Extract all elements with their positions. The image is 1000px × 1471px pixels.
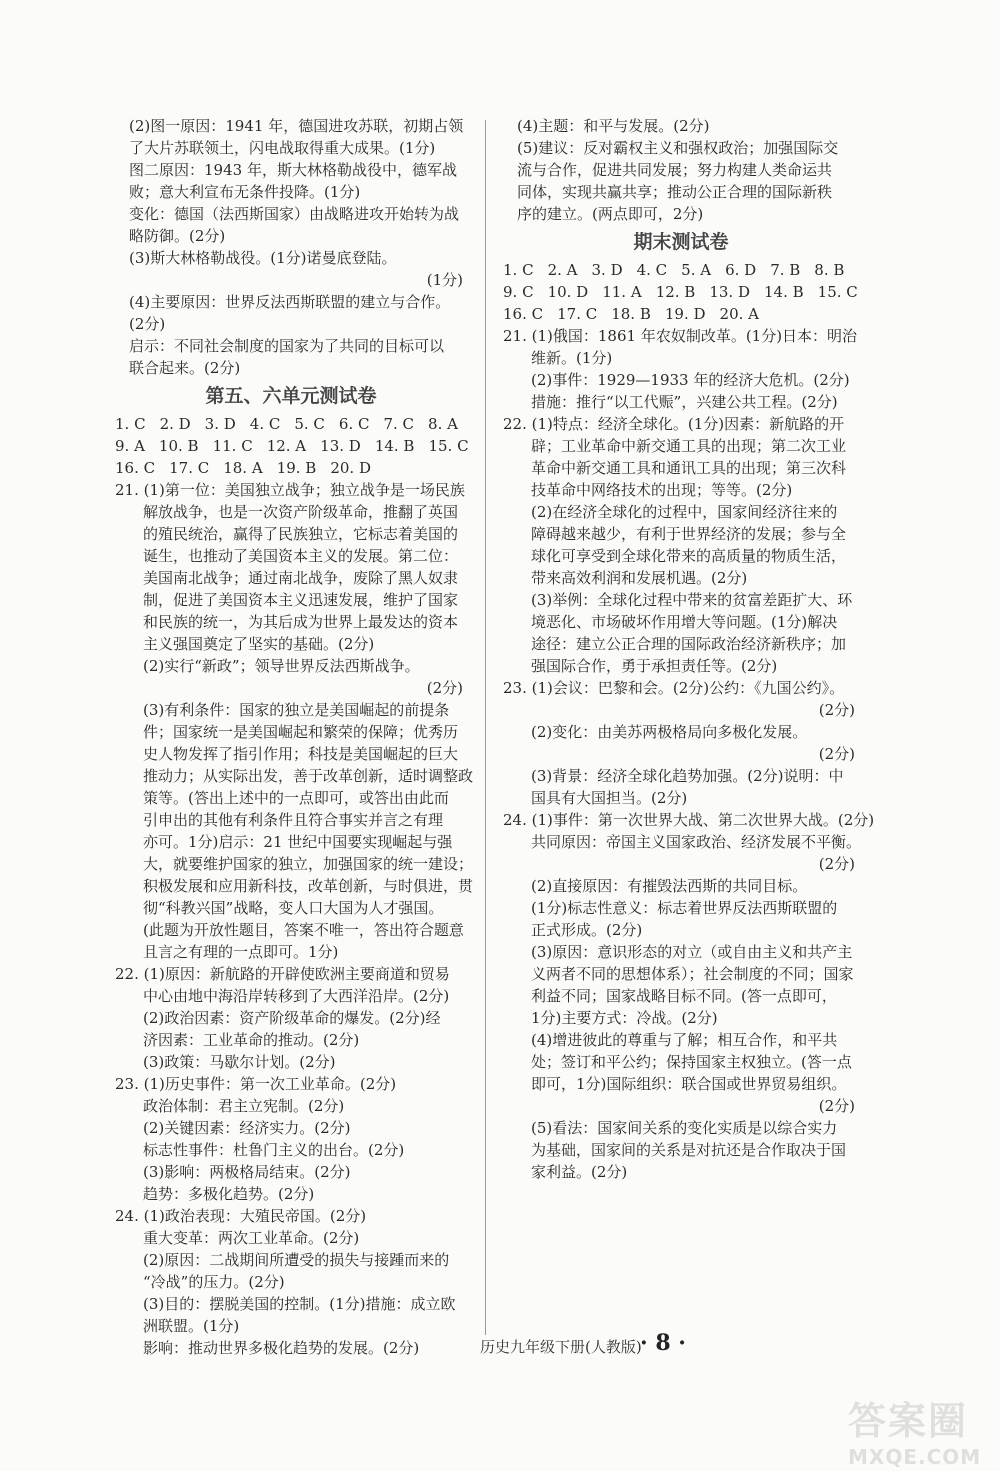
text-line: (3)原因：意识形态的对立（或自由主义和共产主 (531, 943, 853, 961)
section-heading: 第五、六单元测试卷 (205, 385, 377, 407)
text-line: 21. (1)第一位：美国独立战争；独立战争是一场民族 (115, 481, 465, 499)
mc-answers-row (503, 303, 859, 325)
mc-answer: 16. C (503, 305, 544, 323)
mc-answer: 20. D (330, 459, 371, 477)
text-line: 家利益。(2分) (531, 1163, 628, 1181)
text-line: 障碍越来越少，有利于世界经济的发展；参与全 (531, 525, 847, 543)
text-line: 21. (1)俄国：1861 年农奴制改革。(1分)日本：明治 (503, 327, 858, 345)
mc-answer: 6. C (338, 415, 370, 433)
text-line: 且言之有理的一点即可。1分) (143, 943, 339, 961)
right-column (503, 115, 875, 1183)
mc-answer: 19. D (664, 305, 706, 323)
text-line: 1分)主要方式：冷战。(2分) (531, 1009, 718, 1027)
mc-answers-row (115, 413, 467, 435)
text-line: 洲联盟。(1分) (143, 1317, 240, 1335)
mc-answer: 13. D (320, 437, 361, 455)
text-line: 彻“科教兴国”战略，变人口大国为人才强国。 (143, 899, 444, 917)
mc-answers-row (503, 259, 859, 281)
text-line: 革命中新交通工具和通讯工具的出现；第三次科 (531, 459, 847, 477)
text-line: (2)事件：1929—1933 年的经济大危机。(2分) (531, 371, 850, 389)
text-line: (3)目的：摆脱美国的控制。(1分)措施：成立欧 (143, 1295, 456, 1313)
text-line: (3)政策：马歇尔计划。(2分) (143, 1053, 336, 1071)
text-line: (5)建议：反对霸权主义和强权政治；加强国际交 (517, 139, 839, 157)
mc-answers-row (503, 281, 859, 303)
text-line: 途径：建立公正合理的国际政治经济新秩序；加 (531, 635, 847, 653)
text-line: (2)政治因素：资产阶级革命的爆发。(2分)经 (143, 1009, 441, 1027)
mc-answer: 17. C (169, 459, 210, 477)
text-line: 同体，实现共赢共享；推动公正合理的国际新秩 (517, 183, 833, 201)
text-line: 了大片苏联领土，闪电战取得重大成果。(1分) (129, 139, 436, 157)
text-line: (2分) (818, 1097, 855, 1115)
text-line: 史人物发挥了指引作用；科技是美国崛起的巨大 (143, 745, 459, 763)
text-line: 23. (1)历史事件：第一次工业革命。(2分) (115, 1075, 397, 1093)
text-line: 措施：推行“以工代赈”，兴建公共工程。(2分) (531, 393, 838, 411)
watermark-text: 答案圈 (848, 1399, 969, 1443)
page-number: · 8 · (640, 1330, 686, 1356)
mc-answer: 8. A (428, 415, 458, 433)
text-line: 制，促进了美国资本主义迅速发展，维护了国家 (143, 591, 459, 609)
text-line: 主义强国奠定了坚实的基础。(2分) (143, 635, 375, 653)
footer-book-title: 历史九年级下册(人教版) (480, 1338, 642, 1356)
text-line: 件；国家统一是美国崛起和繁荣的保障；优秀历 (143, 723, 459, 741)
column-divider (485, 120, 486, 1335)
text-line: 为基础，国家间的关系是对抗还是合作取决于国 (531, 1141, 847, 1159)
text-line: 亦可。1分)启示：21 世纪中国要实现崛起与强 (143, 833, 453, 851)
text-line: (1分)标志性意义：标志着世界反法西斯联盟的 (531, 899, 838, 917)
text-line: 辟；工业革命中新交通工具的出现；第二次工业 (531, 437, 847, 455)
mc-answer: 18. A (223, 459, 263, 477)
text-line: 23. (1)会议：巴黎和会。(2分)公约：《九国公约》。 (503, 679, 845, 697)
mc-answer: 19. B (276, 459, 317, 477)
text-line: (1分) (426, 271, 463, 289)
mc-answer: 10. B (158, 437, 199, 455)
mc-answer: 12. A (266, 437, 307, 455)
mc-answer: 2. D (159, 415, 191, 433)
text-line: 技革命中网络技术的出现；等等。(2分) (531, 481, 793, 499)
text-line: 策等。(答出上述中的一点即可，或答出由此而 (143, 789, 449, 807)
text-line: (3)有利条件：国家的独立是美国崛起的前提条 (143, 701, 450, 719)
mc-answer: 10. D (547, 283, 589, 301)
mc-answer: 9. A (115, 437, 145, 455)
text-line: (4)增进彼此的尊重与了解；相互合作，和平共 (531, 1031, 838, 1049)
text-line: (2)直接原因：有摧毁法西斯的共同目标。 (531, 877, 808, 895)
text-line: 积极发展和应用新科技，改革创新，与时俱进，贯 (143, 877, 474, 895)
mc-answer: 15. C (428, 437, 469, 455)
text-line: 诞生，也推动了美国资本主义的发展。第二位： (143, 547, 459, 565)
text-line: 带来高效利润和发展机遇。(2分) (531, 569, 748, 587)
text-line: 济因素：工业革命的推动。(2分) (143, 1031, 360, 1049)
text-line: 中心由地中海沿岸转移到了大西洋沿岸。(2分) (143, 987, 450, 1005)
mc-answer: 4. C (636, 261, 668, 279)
text-line: 引申出的其他有利条件且符合事实并言之有理 (143, 811, 444, 829)
mc-answer: 2. A (547, 261, 578, 279)
text-line: (3)斯大林格勒战役。(1分)诺曼底登陆。 (129, 249, 397, 267)
text-line: 推动力；从实际出发，善于改革创新，适时调整政 (143, 767, 474, 785)
mc-answer: 3. D (204, 415, 236, 433)
mc-answer: 14. B (764, 283, 804, 301)
text-line: 国具有大国担当。(2分) (531, 789, 688, 807)
text-line: (此题为开放性题目，答案不唯一，答出符合题意 (143, 921, 464, 939)
text-line: 趋势：多极化趋势。(2分) (143, 1185, 315, 1203)
mc-answer: 3. D (591, 261, 623, 279)
text-line: (2分) (818, 745, 855, 763)
text-line: 义两者不同的思想体系）；社会制度的不同；国家 (531, 965, 854, 983)
text-line: 共同原因：帝国主义国家政治、经济发展不平衡。 (531, 833, 862, 851)
mc-answer: 12. B (655, 283, 696, 301)
mc-answer: 6. D (725, 261, 757, 279)
text-line: (2分) (818, 855, 855, 873)
mc-answers-row (115, 435, 467, 457)
text-line: 正式形成。(2分) (531, 921, 643, 939)
text-line: 启示：不同社会制度的国家为了共同的目标可以 (129, 337, 445, 355)
text-line: 球化可享受到全球化带来的高质量的物质生活， (531, 547, 847, 565)
text-line: “冷战”的压力。(2分) (143, 1273, 285, 1291)
text-line: 大，就要维护国家的独立，加强国家的统一建设； (143, 855, 474, 873)
mc-answer: 20. A (719, 305, 759, 323)
text-line: 和民族的统一，为其后成为世界上最发达的资本 (143, 613, 459, 631)
mc-answer: 5. C (294, 415, 325, 433)
text-line: 22. (1)特点：经济全球化。(1分)因素：新航路的开 (503, 415, 845, 433)
mc-answer: 4. C (249, 415, 281, 433)
text-line: 变化：德国（法西斯国家）由战略进攻开始转为战 (129, 205, 460, 223)
text-line: (3)影响：两极格局结束。(2分) (143, 1163, 351, 1181)
text-line: (2)实行“新政”；领导世界反法西斯战争。 (143, 657, 420, 675)
mc-answers-row (115, 457, 467, 479)
mc-answer: 7. B (770, 261, 801, 279)
text-line: 强国际合作，勇于承担责任等。(2分) (531, 657, 778, 675)
mc-answer: 9. C (503, 283, 534, 301)
text-line: 序的建立。(两点即可，2分) (517, 205, 704, 223)
text-line: 败；意大利宣布无条件投降。(1分) (129, 183, 361, 201)
text-line: 政治体制：君主立宪制。(2分) (143, 1097, 345, 1115)
mc-answer: 5. A (681, 261, 712, 279)
text-line: (2)变化：由美苏两极格局向多极化发展。 (531, 723, 808, 741)
text-line: (2)图一原因：1941 年，德国进攻苏联，初期占领 (129, 117, 464, 135)
text-line: (2)关键因素：经济实力。(2分) (143, 1119, 351, 1137)
mc-answer: 15. C (817, 283, 858, 301)
text-line: (2分) (129, 315, 166, 333)
text-line: 24. (1)政治表现：大殖民帝国。(2分) (115, 1207, 367, 1225)
mc-answer: 1. C (115, 415, 146, 433)
text-line: 境恶化、市场破坏作用增大等问题。(1分)解决 (531, 613, 838, 631)
text-line: 重大变革：两次工业革命。(2分) (143, 1229, 360, 1247)
mc-answer: 17. C (557, 305, 598, 323)
text-line: 标志性事件：杜鲁门主义的出台。(2分) (143, 1141, 405, 1159)
text-line: 维新。(1分) (531, 349, 613, 367)
mc-answer: 16. C (115, 459, 156, 477)
text-line: (3)举例：全球化过程中带来的贫富差距扩大、环 (531, 591, 853, 609)
mc-answer: 1. C (503, 261, 534, 279)
text-line: 美国南北战争；通过南北战争，废除了黑人奴隶 (143, 569, 459, 587)
mc-answer: 14. B (374, 437, 415, 455)
text-line: 解放战争，也是一次资产阶级革命，推翻了英国 (143, 503, 459, 521)
text-line: (5)看法：国家间关系的变化实质是以综合实力 (531, 1119, 838, 1137)
mc-answer: 18. B (611, 305, 651, 323)
text-line: (4)主题：和平与发展。(2分) (517, 117, 710, 135)
text-line: (3)背景：经济全球化趋势加强。(2分)说明：中 (531, 767, 844, 785)
text-line: (2)原因：二战期间所遭受的损失与接踵而来的 (143, 1251, 450, 1269)
text-line: 的殖民统治，赢得了民族独立，它标志着美国的 (143, 525, 459, 543)
text-line: 流与合作，促进共同发展；努力构建人类命运共 (517, 161, 833, 179)
text-line: 24. (1)事件：第一次世界大战、第二次世界大战。(2分) (503, 811, 875, 829)
watermark-logo (848, 1390, 998, 1469)
text-line: 图二原因：1943 年，斯大林格勒战役中，德军战 (129, 161, 457, 179)
text-line: 略防御。(2分) (129, 227, 226, 245)
text-line: 22. (1)原因：新航路的开辟使欧洲主要商道和贸易 (115, 965, 450, 983)
text-line: 利益不同；国家战略目标不同。(答一点即可， (531, 987, 837, 1005)
text-line: 联合起来。(2分) (129, 359, 241, 377)
text-line: 处；签订和平公约；保持国家主权独立。(答一点 (531, 1053, 852, 1071)
mc-answer: 7. C (383, 415, 415, 433)
text-line: (4)主要原因：世界反法西斯联盟的建立与合作。 (129, 293, 451, 311)
mc-answer: 13. D (709, 283, 750, 301)
text-line: 即可，1分)国际组织：联合国或世界贸易组织。 (531, 1075, 847, 1093)
section-heading: 期末测试卷 (633, 231, 729, 253)
text-line: 影响：推动世界多极化趋势的发展。(2分) (143, 1339, 420, 1357)
left-column (115, 115, 474, 1359)
watermark-site: MXQE.COM (848, 1445, 982, 1469)
text-line: (2分) (818, 701, 855, 719)
mc-answer: 8. B (814, 261, 845, 279)
text-line: (2)在经济全球化的过程中，国家间经济往来的 (531, 503, 838, 521)
mc-answer: 11. A (602, 283, 642, 301)
text-line: (2分) (426, 679, 463, 697)
mc-answer: 11. C (212, 437, 253, 455)
